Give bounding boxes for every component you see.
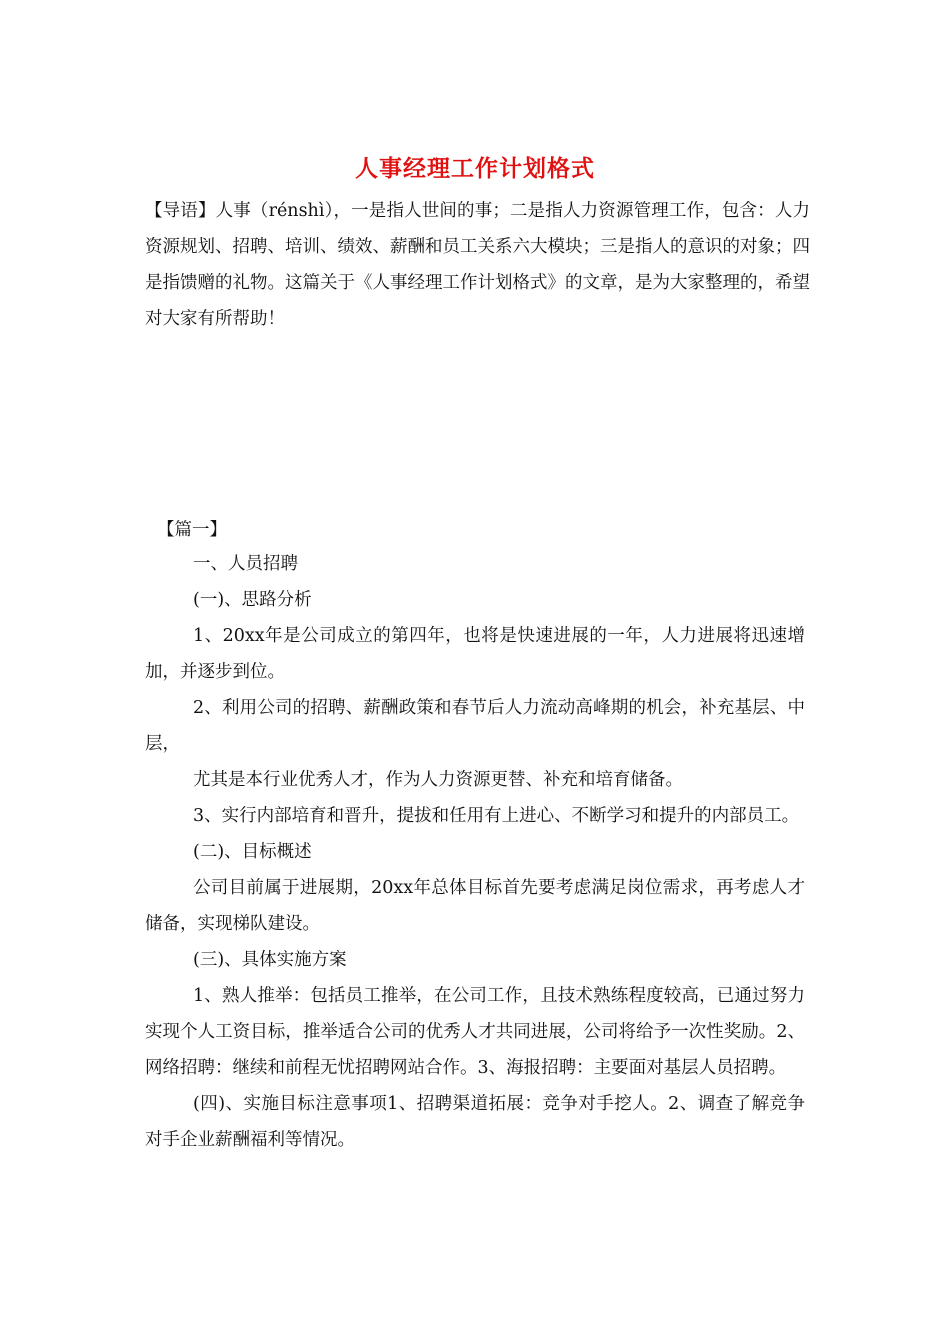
subheading-goals: (二)、目标概述 xyxy=(193,842,312,862)
body-paragraph: 2、利用公司的招聘、薪酬政策和春节后人力流动高峰期的机会，补充基层、中层， xyxy=(145,698,805,754)
document-body xyxy=(145,546,805,1158)
document-title: 人事经理工作计划格式 xyxy=(355,155,595,182)
body-paragraph: 尤其是本行业优秀人才，作为人力资源更替、补充和培育储备。 xyxy=(193,770,683,790)
body-paragraph: 1、熟人推举：包括员工推举，在公司工作，且技术熟练程度较高，已通过努力实现个人工资目标，推举适合公司的优秀人才共同进展，公司将给予一次性奖励。2、网络招聘：继续和前程无忧招聘网站合作。3、海报招聘：主要面对基层人员招聘。 xyxy=(145,986,805,1078)
subheading-plan: (三)、具体实施方案 xyxy=(193,950,347,970)
body-paragraph: (四)、实施目标注意事项1、招聘渠道拓展：竞争对手挖人。2、调查了解竞争对手企业薪酬福利等情况。 xyxy=(145,1094,805,1150)
subheading-analysis: (一)、思路分析 xyxy=(193,590,312,610)
heading-recruitment: 一、人员招聘 xyxy=(193,554,298,574)
body-paragraph: 公司目前属于进展期，20xx年总体目标首先要考虑满足岗位需求，再考虑人才储备，实现梯队建设。 xyxy=(145,878,805,934)
intro-paragraph: 【导语】人事（rénshì），一是指人世间的事；二是指人力资源管理工作，包含：人力资源规划、招聘、培训、绩效、薪酬和员工关系六大模块；三是指人的意识的对象；四是指馈赠的礼物。这篇关于《人事经理工作计划格式》的文章，是为大家整理的，希望对大家有所帮助！ xyxy=(145,201,810,329)
section-label: 【篇一】 xyxy=(157,520,227,540)
body-paragraph: 1、20xx年是公司成立的第四年，也将是快速进展的一年，人力进展将迅速增加，并逐步到位。 xyxy=(145,626,805,682)
body-paragraph: 3、实行内部培育和晋升，提拔和任用有上进心、不断学习和提升的内部员工。 xyxy=(193,806,800,826)
